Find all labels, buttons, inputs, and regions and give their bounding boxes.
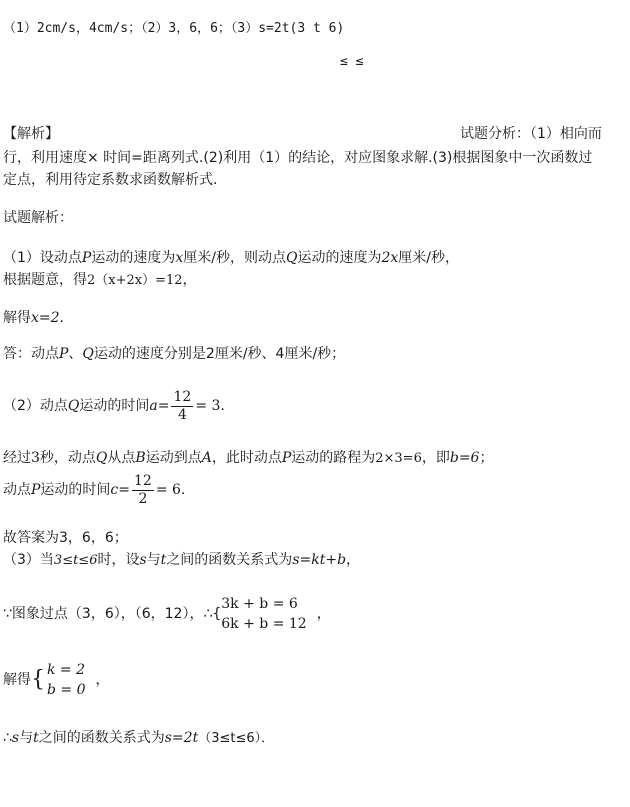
solution-line-8: 故答案为3，6，6； [3, 530, 128, 546]
analysis-heading: 【解析】 [3, 126, 59, 142]
fraction-c: $\frac{12}{2}$ [134, 472, 152, 507]
analysis-label: 试题分析：（1）相向而 [460, 126, 602, 142]
solution-line-1: （1）设动点P运动的速度为x厘米/秒，则动点Q运动的速度为2x厘米/秒， [3, 250, 459, 266]
solution-line-5: （2）动点Q运动的时间a= $\frac{12}{4}$ = 3. [3, 388, 225, 423]
brace-icon: { [31, 667, 45, 692]
fraction-a: $\frac{12}{4}$ [173, 388, 192, 423]
solution-line-4: 答：动点P、Q运动的速度分别是2厘米/秒、4厘米/秒； [3, 346, 346, 362]
answer-leq-row: ≤ ≤ [340, 54, 364, 69]
solution-line-3: 解得x=2. [3, 310, 64, 326]
solution-line-7: 动点P运动的时间c= $\frac{12}{2}$ = 6. [3, 472, 186, 507]
solution-line-12: ∴s与t之间的函数关系式为s=2t（3≤t≤6）． [3, 730, 275, 746]
solution-line-10: ∵图象过点（3，6），（6，12），∴{ 3k + b = 6 6k + b = 12 ， [3, 596, 331, 632]
analysis-text-1: 行，利用速度× 时间=距离列式.(2)利用（1）的结论，对应图象求解.(3)根据图象中一次函数过 [3, 150, 593, 166]
equation-system-1: 3k + b = 6 6k + b = 12 [221, 596, 307, 632]
equation-system-2: k = 2 b = 0 [47, 662, 86, 698]
answer-line: （1）2cm/s，4cm/s；（2）3，6，6；（3）s=2t(3 t 6) [3, 21, 345, 36]
solution-line-9: （3）当3≤t≤6时，设s与t之间的函数关系式为s=kt+b， [3, 552, 361, 568]
analysis-text-2: 定点，利用待定系数求函数解析式. [3, 172, 218, 188]
solution-line-6: 经过3秒，动点Q从点B运动到点A，此时动点P运动的路程为2×3=6，即b=6； [3, 450, 494, 466]
solution-line-2: 根据题意，得2（x+2x）=12， [3, 272, 197, 288]
solution-line-11: 解得{ k = 2 b = 0 ， [3, 662, 110, 698]
solution-label: 试题解析： [3, 210, 73, 226]
